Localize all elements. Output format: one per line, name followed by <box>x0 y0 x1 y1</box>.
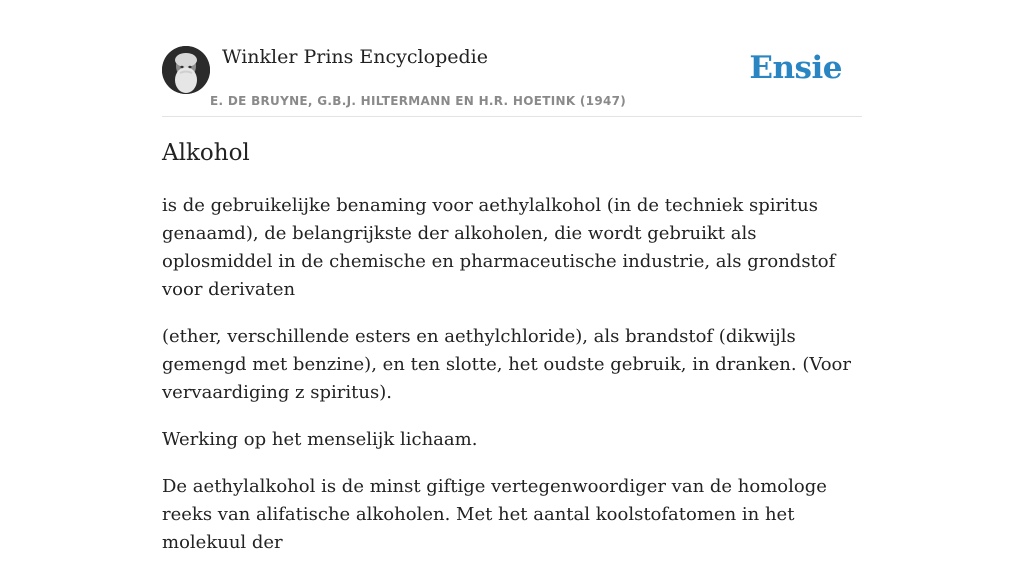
author-avatar[interactable] <box>162 46 210 94</box>
authors-byline: E. DE BRUYNE, G.B.J. HILTERMANN EN H.R. HOETINK (1947) <box>210 94 627 108</box>
brand-logo-link[interactable]: Ensie <box>749 50 842 86</box>
article-paragraph: De aethylalkohol is de minst giftige vertegenwoordiger van de homologe reeks van alifatische alkoholen. Met het aantal koolstofatomen in het molekuul der <box>162 476 827 553</box>
page <box>162 0 862 553</box>
source-header <box>162 0 862 117</box>
article-title: Alkohol <box>162 140 250 166</box>
source-title[interactable]: Winkler Prins Encyclopedie <box>222 46 488 68</box>
article-paragraph: (ether, verschillende esters en aethylchloride), als brandstof (dikwijls gemengd met benzine), en ten slotte, het oudste gebruik, in dranken. (Voor vervaardiging z spiritus). <box>162 326 851 403</box>
article-body <box>162 192 862 576</box>
article-paragraph: Werking op het menselijk lichaam. <box>162 429 478 450</box>
author-portrait-icon <box>162 46 210 94</box>
article-paragraph: is de gebruikelijke benaming voor aethylalkohol (in de techniek spiritus genaamd), de belangrijkste der alkoholen, die wordt gebruikt als oplosmiddel in de chemische en pharmaceutische industrie, als grondstof voor derivaten <box>162 195 836 300</box>
